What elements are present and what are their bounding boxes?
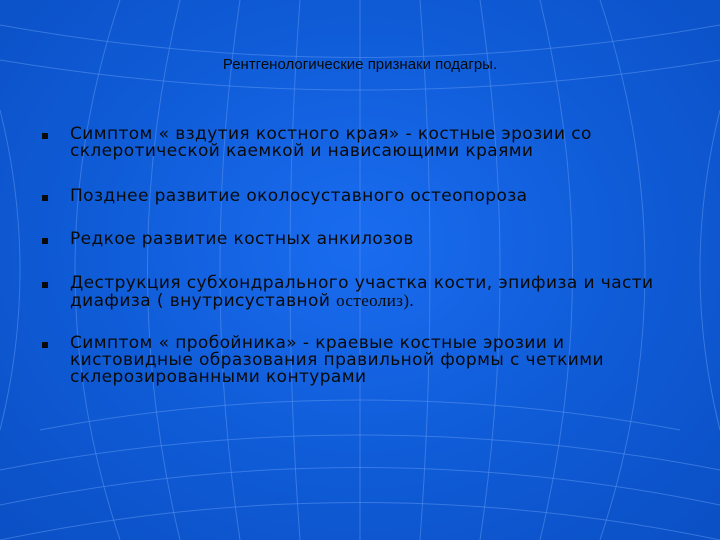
bullet-text: Симптом « пробойника» - краевые костные эрозии и кистовидные образования правильной формы с четкими склерозированными контурами: [70, 333, 604, 387]
bullet-text: Позднее развитие околосуставного остеопороза: [70, 186, 528, 206]
bullet-text: Редкое развитие костных анкилозов: [70, 229, 414, 249]
bullet-text: Симптом « вздутия костного края» - костные эрозии со склеротической каемкой и нависающими краями: [70, 124, 592, 161]
square-bullet-icon: [42, 342, 48, 348]
bullet-item: [40, 335, 680, 386]
slide-title: Рентгенологические признаки подагры.: [222, 56, 498, 73]
bullet-list: [40, 126, 680, 386]
bullet-item: [40, 126, 680, 160]
bullet-text-tail: остеолиз).: [336, 291, 415, 310]
square-bullet-icon: [42, 195, 48, 201]
square-bullet-icon: [42, 133, 48, 139]
bullet-item: [40, 231, 680, 248]
bullet-item: [40, 275, 680, 310]
bullet-text: Деструкция субхондрального участка кости, эпифиза и части диафиза ( внутрисуставной: [70, 273, 654, 311]
square-bullet-icon: [42, 238, 48, 244]
bullet-item: [40, 188, 680, 205]
square-bullet-icon: [42, 282, 48, 288]
